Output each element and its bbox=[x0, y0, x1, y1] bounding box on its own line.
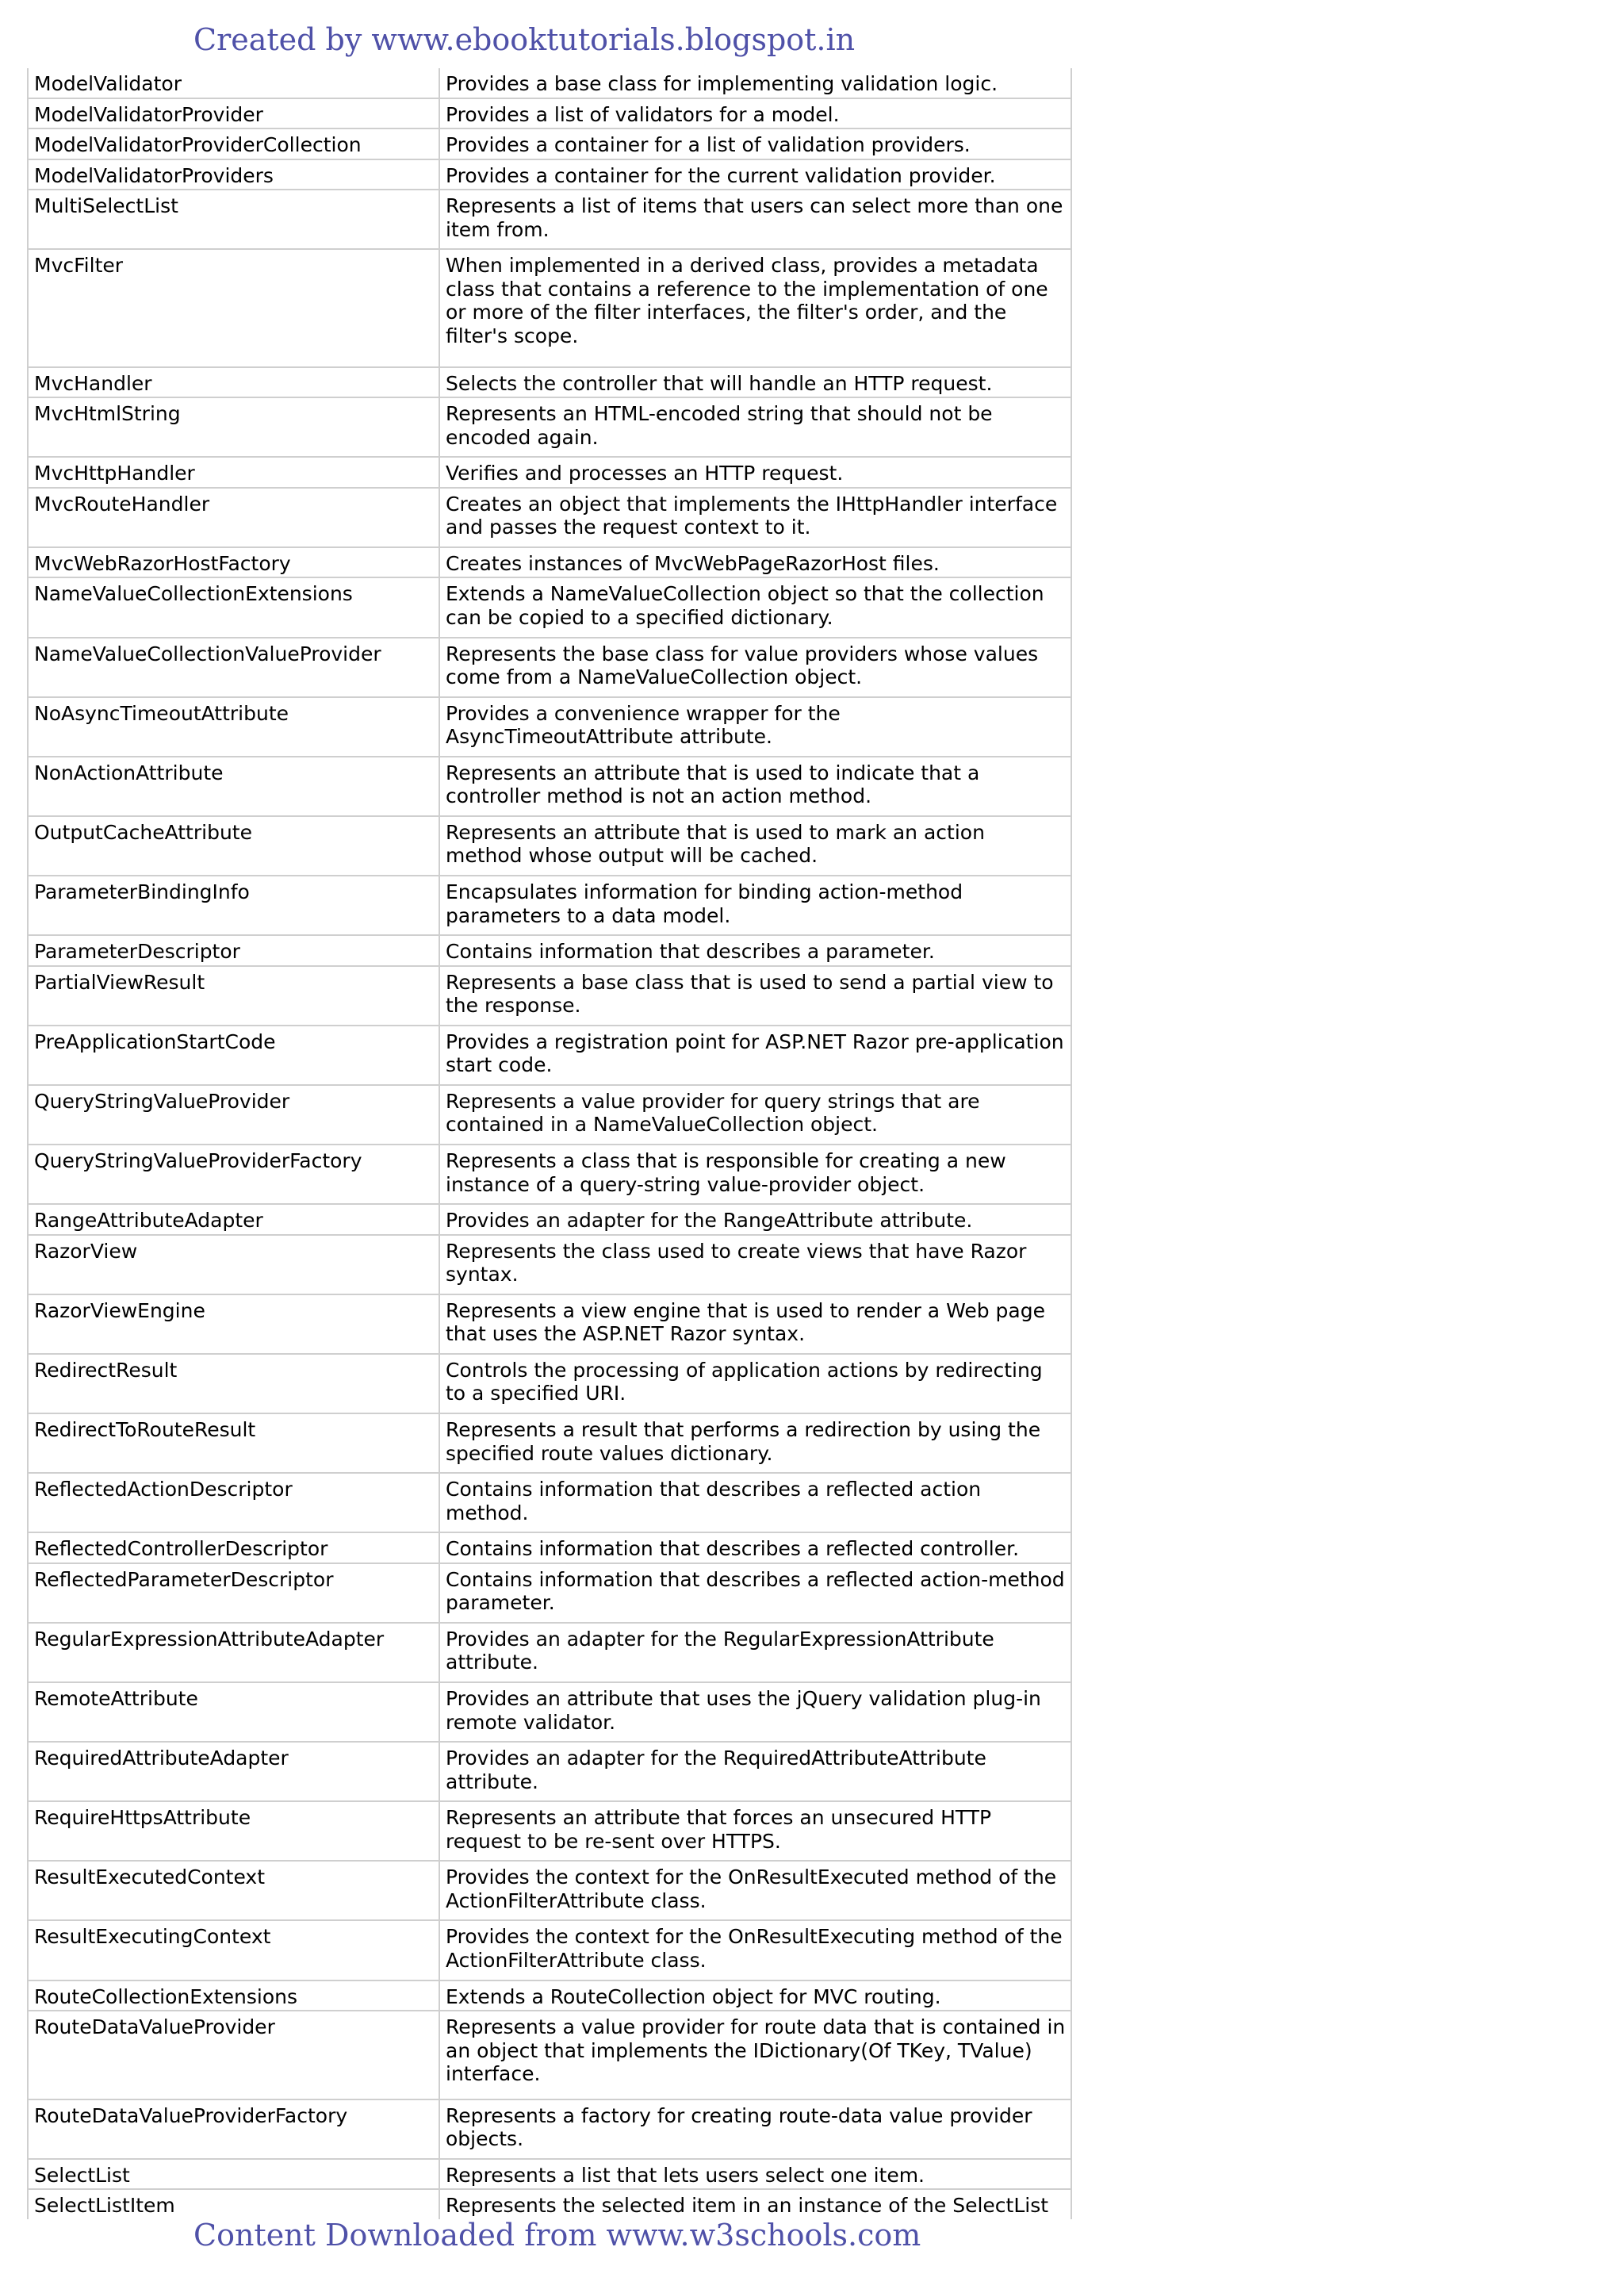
table-row bbox=[29, 1862, 1071, 1921]
table-row bbox=[29, 817, 1071, 876]
class-description-cell: Represents an attribute that is used to mark an action method whose output will be cached. bbox=[446, 820, 985, 868]
class-name-cell: ModelValidatorProviders bbox=[29, 160, 440, 190]
class-name-cell: RedirectResult bbox=[29, 1355, 440, 1413]
class-name-cell: SelectListItem bbox=[29, 2190, 440, 2219]
class-description-cell: Represents an attribute that is used to indicate that a controller method is not an action method. bbox=[446, 761, 980, 808]
class-description-cell: Verifies and processes an HTTP request. bbox=[446, 462, 844, 485]
class-description-cell: Provides a convenience wrapper for the AsyncTimeoutAttribute attribute. bbox=[446, 701, 841, 749]
table-row bbox=[29, 1533, 1071, 1564]
class-name-cell: RegularExpressionAttributeAdapter bbox=[29, 1624, 440, 1681]
class-name-cell: RequiredAttributeAdapter bbox=[29, 1743, 440, 1800]
class-description-cell: Represents a list that lets users select one item. bbox=[446, 2163, 925, 2187]
class-name-cell: ReflectedActionDescriptor bbox=[29, 1474, 440, 1532]
class-name-cell: ParameterDescriptor bbox=[29, 936, 440, 965]
class-name-cell: MvcHtmlString bbox=[29, 398, 440, 456]
class-name-cell: RedirectToRouteResult bbox=[29, 1414, 440, 1472]
class-name-cell: RouteDataValueProvider bbox=[29, 2011, 440, 2099]
class-name-cell: MvcFilter bbox=[29, 250, 440, 366]
table-row bbox=[29, 368, 1071, 399]
table-row bbox=[29, 1026, 1071, 1086]
table-row bbox=[29, 1355, 1071, 1414]
class-name-cell: MvcWebRazorHostFactory bbox=[29, 548, 440, 577]
class-description-cell: Provides a registration point for ASP.NET Razor pre-application start code. bbox=[446, 1030, 1064, 1077]
class-description-cell: Contains information that describes a reflected controller. bbox=[446, 1537, 1020, 1561]
class-name-cell: QueryStringValueProvider bbox=[29, 1086, 440, 1144]
table-row bbox=[29, 2100, 1071, 2160]
table-row bbox=[29, 1086, 1071, 1145]
table-row bbox=[29, 1921, 1071, 1980]
table-row bbox=[29, 68, 1071, 99]
table-row bbox=[29, 638, 1071, 698]
class-description-cell: Represents a value provider for route data that is contained in an object that implements the IDictionary(Of TKey, TValue) interface. bbox=[446, 2015, 1066, 2086]
class-name-cell: ModelValidator bbox=[29, 68, 440, 98]
table-row bbox=[29, 757, 1071, 817]
table-row bbox=[29, 250, 1071, 367]
class-description-cell: Represents a result that performs a redirection by using the specified route values dictionary. bbox=[446, 1418, 1041, 1465]
table-row bbox=[29, 2011, 1071, 2100]
class-description-cell: Controls the processing of application actions by redirecting to a specified URI. bbox=[446, 1358, 1043, 1405]
class-description-cell: Creates instances of MvcWebPageRazorHost files. bbox=[446, 551, 940, 575]
class-description-cell: Represents a list of items that users can select more than one item from. bbox=[446, 194, 1063, 241]
class-description-cell: When implemented in a derived class, provides a metadata class that contains a reference to the implementation of one or more of the filter interfaces, the filter's order, and the filter's scope. bbox=[446, 254, 1048, 347]
class-description-cell: Provides a container for the current validation provider. bbox=[446, 163, 996, 187]
class-description-cell: Represents a value provider for query strings that are contained in a NameValueCollection object. bbox=[446, 1089, 980, 1137]
class-name-cell: NameValueCollectionExtensions bbox=[29, 578, 440, 636]
class-name-cell: MvcHttpHandler bbox=[29, 458, 440, 487]
table-row bbox=[29, 936, 1071, 967]
page-footer-credit: Content Downloaded from www.w3schools.com bbox=[193, 2218, 921, 2253]
class-name-cell: ModelValidatorProvider bbox=[29, 99, 440, 128]
class-name-cell: RouteCollectionExtensions bbox=[29, 1981, 440, 2011]
class-name-cell: SelectList bbox=[29, 2160, 440, 2189]
table-row bbox=[29, 129, 1071, 160]
class-description-cell: Provides an attribute that uses the jQuery validation plug-in remote validator. bbox=[446, 1687, 1041, 1734]
table-row bbox=[29, 398, 1071, 458]
table-row bbox=[29, 1981, 1071, 2012]
class-name-cell: MultiSelectList bbox=[29, 190, 440, 248]
class-description-cell: Provides a container for a list of validation providers. bbox=[446, 133, 971, 157]
class-description-cell: Represents a class that is responsible for creating a new instance of a query-string value-provider object. bbox=[446, 1149, 1006, 1196]
class-name-cell: RequireHttpsAttribute bbox=[29, 1802, 440, 1860]
table-row bbox=[29, 1802, 1071, 1862]
class-name-cell: RazorView bbox=[29, 1236, 440, 1294]
class-description-cell: Represents the class used to create views that have Razor syntax. bbox=[446, 1239, 1027, 1286]
table-row bbox=[29, 1295, 1071, 1355]
table-row bbox=[29, 1414, 1071, 1474]
class-description-cell: Creates an object that implements the IHttpHandler interface and passes the request context to it. bbox=[446, 492, 1058, 539]
class-description-cell: Provides the context for the OnResultExecuted method of the ActionFilterAttribute class. bbox=[446, 1865, 1057, 1912]
class-description-cell: Extends a RouteCollection object for MVC routing. bbox=[446, 1984, 941, 2008]
class-name-cell: ParameterBindingInfo bbox=[29, 876, 440, 934]
class-name-cell: MvcRouteHandler bbox=[29, 489, 440, 546]
table-row bbox=[29, 1145, 1071, 1205]
class-description-cell: Provides an adapter for the RegularExpressionAttribute attribute. bbox=[446, 1627, 994, 1674]
class-description-cell: Represents a base class that is used to send a partial view to the response. bbox=[446, 970, 1054, 1018]
table-row bbox=[29, 160, 1071, 191]
class-description-cell: Represents the base class for value providers whose values come from a NameValueCollection object. bbox=[446, 642, 1039, 689]
page-header-credit: Created by www.ebooktutorials.blogspot.in bbox=[193, 22, 856, 57]
class-name-cell: ReflectedControllerDescriptor bbox=[29, 1533, 440, 1563]
class-description-cell: Represents an attribute that forces an unsecured HTTP request to be re-sent over HTTPS. bbox=[446, 1806, 992, 1853]
class-description-cell: Contains information that describes a reflected action-method parameter. bbox=[446, 1567, 1065, 1615]
class-description-cell: Represents a view engine that is used to render a Web page that uses the ASP.NET Razor syntax. bbox=[446, 1298, 1045, 1346]
table-row bbox=[29, 548, 1071, 579]
class-name-cell: PreApplicationStartCode bbox=[29, 1026, 440, 1084]
class-description-cell: Represents a factory for creating route-data value provider objects. bbox=[446, 2103, 1032, 2151]
table-row bbox=[29, 876, 1071, 936]
table-row bbox=[29, 1624, 1071, 1683]
table-row bbox=[29, 1236, 1071, 1295]
class-table bbox=[27, 68, 1072, 2219]
class-name-cell: RouteDataValueProviderFactory bbox=[29, 2100, 440, 2158]
class-name-cell: NameValueCollectionValueProvider bbox=[29, 638, 440, 696]
class-name-cell: ModelValidatorProviderCollection bbox=[29, 129, 440, 159]
table-row bbox=[29, 578, 1071, 638]
class-description-cell: Represents the selected item in an instance of the SelectList bbox=[446, 2194, 1049, 2218]
table-row bbox=[29, 698, 1071, 757]
class-description-cell: Provides a base class for implementing validation logic. bbox=[446, 72, 998, 95]
class-description-cell: Contains information that describes a reflected action method. bbox=[446, 1478, 982, 1524]
class-name-cell: MvcHandler bbox=[29, 368, 440, 397]
class-description-cell: Extends a NameValueCollection object so that the collection can be copied to a specified dictionary. bbox=[446, 582, 1044, 629]
class-name-cell: RazorViewEngine bbox=[29, 1295, 440, 1353]
table-row bbox=[29, 1683, 1071, 1743]
table-row bbox=[29, 458, 1071, 489]
table-row bbox=[29, 1205, 1071, 1236]
table-row bbox=[29, 1474, 1071, 1533]
class-name-cell: PartialViewResult bbox=[29, 967, 440, 1025]
class-description-cell: Contains information that describes a parameter. bbox=[446, 940, 935, 964]
class-name-cell: OutputCacheAttribute bbox=[29, 817, 440, 875]
table-row bbox=[29, 489, 1071, 548]
class-description-cell: Encapsulates information for binding action-method parameters to a data model. bbox=[446, 880, 963, 927]
table-row bbox=[29, 190, 1071, 250]
class-name-cell: NonActionAttribute bbox=[29, 757, 440, 815]
class-description-cell: Provides an adapter for the RangeAttribute attribute. bbox=[446, 1209, 973, 1233]
table-row bbox=[29, 99, 1071, 130]
class-description-cell: Represents an HTML-encoded string that should not be encoded again. bbox=[446, 402, 993, 449]
table-row bbox=[29, 1743, 1071, 1802]
class-name-cell: ResultExecutedContext bbox=[29, 1862, 440, 1919]
class-name-cell: RangeAttributeAdapter bbox=[29, 1205, 440, 1234]
class-name-cell: RemoteAttribute bbox=[29, 1683, 440, 1741]
class-name-cell: NoAsyncTimeoutAttribute bbox=[29, 698, 440, 756]
table-row bbox=[29, 967, 1071, 1026]
class-name-cell: QueryStringValueProviderFactory bbox=[29, 1145, 440, 1203]
class-description-cell: Provides the context for the OnResultExecuting method of the ActionFilterAttribute class. bbox=[446, 1925, 1063, 1972]
class-name-cell: ResultExecutingContext bbox=[29, 1921, 440, 1979]
table-row bbox=[29, 2160, 1071, 2191]
class-description-cell: Selects the controller that will handle an HTTP request. bbox=[446, 371, 993, 395]
table-row bbox=[29, 2190, 1071, 2219]
class-description-cell: Provides a list of validators for a model. bbox=[446, 102, 840, 126]
class-description-cell: Provides an adapter for the RequiredAttributeAttribute attribute. bbox=[446, 1747, 986, 1793]
class-name-cell: ReflectedParameterDescriptor bbox=[29, 1564, 440, 1622]
table-row bbox=[29, 1564, 1071, 1624]
